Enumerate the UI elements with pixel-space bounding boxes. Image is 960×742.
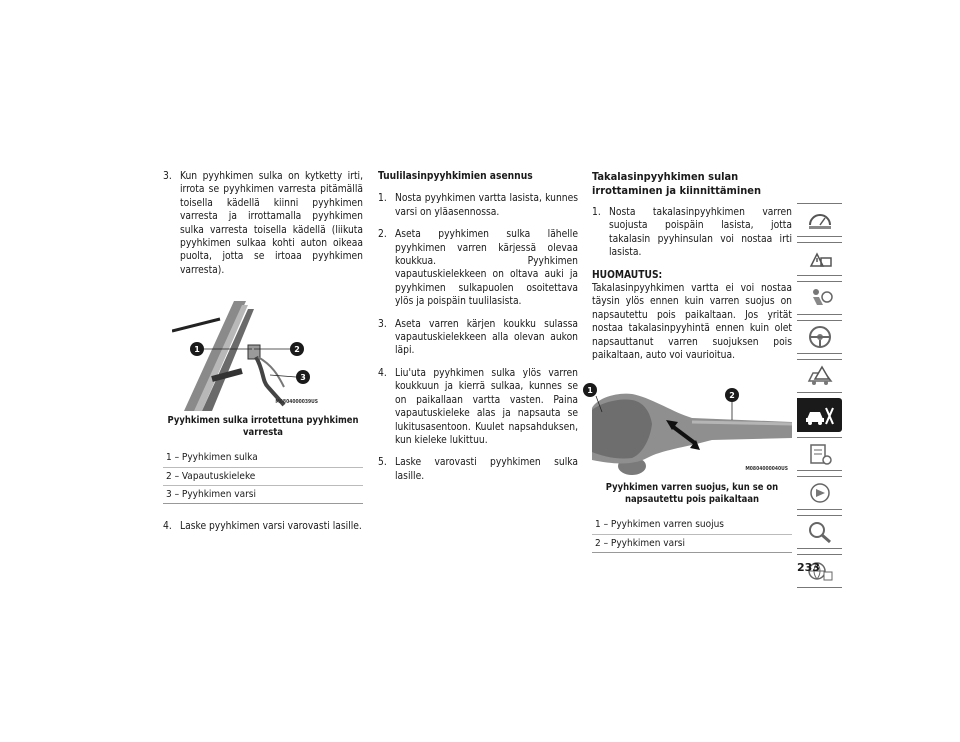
step-3 <box>163 170 363 277</box>
rear-wiper-figure <box>587 378 792 478</box>
column-right <box>587 170 792 569</box>
step-1 <box>378 192 578 219</box>
step-4 <box>378 367 578 447</box>
callout-1: 1 <box>583 383 597 397</box>
tab-warning-lights[interactable] <box>797 242 842 276</box>
specifications-icon <box>805 441 835 467</box>
step-5 <box>378 456 578 483</box>
step-text: Nosta takalasinpyyhkimen varren suojusta poispäin lasista, jotta takalasin pyyhinsulan voi nostaa irti lasista. <box>609 207 792 259</box>
tab-specifications[interactable] <box>797 437 842 471</box>
airbag-icon <box>805 285 835 311</box>
step-text: Laske varovasti pyyhkimen sulka lasille. <box>395 457 578 482</box>
steering-wheel-icon <box>805 324 835 350</box>
step-number: 1. <box>378 193 387 205</box>
tab-car-service[interactable] <box>797 398 842 432</box>
callout-2: 2 <box>725 388 739 402</box>
step-number: 4. <box>378 367 387 379</box>
chapter-tabs <box>797 203 842 593</box>
figure-caption: Pyyhkimen varren suojus, kun se on napsautettu pois paikaltaan <box>605 482 779 506</box>
figure-code: M0804000040US <box>745 466 788 473</box>
step-4 <box>163 520 363 533</box>
callout-1: 1 <box>190 342 204 356</box>
tab-index-search[interactable] <box>797 515 842 549</box>
section-heading: Tuulilasinpyyhkimien asennus <box>378 171 533 182</box>
legend-item: 2 – Vapautuskieleke <box>163 467 363 485</box>
step-3 <box>378 318 578 358</box>
search-icon <box>805 519 835 545</box>
legend-item: 2 – Pyyhkimen varsi <box>592 534 792 552</box>
wiper-blade-figure <box>172 301 322 411</box>
step-text: Kun pyyhkimen sulka on kytketty irti, irrota se pyyhkimen varresta pitämällä toisella kädellä kiinni pyyhkimen varresta ja irrottamalla pyyhkimen sulka varresta toisella kädellä (liikuta pyyhkimen sulkaa kohti auton oikeaa puolta, jotta se irtoaa pyyhkimen varresta). <box>180 171 363 276</box>
emergency-icon <box>805 363 835 389</box>
step-1 <box>592 206 792 260</box>
step-text: Liu'uta pyyhkimen sulka ylös varren koukkuun ja kierrä sulkaa, kunnes se on paikallaan vartta vasten. Paina vapautuskieleke alas ja napsauta se lukitusasentoon. Kuulet napsahduksen, kun kieleke lukittuu. <box>395 367 578 446</box>
step-text: Nosta pyyhkimen vartta lasista, kunnes varsi on yläasennossa. <box>395 193 578 218</box>
tab-dashboard[interactable] <box>797 203 842 237</box>
figure-caption: Pyyhkimen sulka irrotettuna pyyhkimen varresta <box>167 415 359 439</box>
warning-lights-icon <box>805 246 835 272</box>
step-number: 1. <box>592 207 601 218</box>
figure-code: M0804000039US <box>275 398 318 405</box>
step-text: Aseta pyyhkimen sulka lähelle pyyhkimen varren kärjessä olevaa koukkua. Pyyhkimen vapautuskielekkeen on oltava auki ja pyyhkimen sulkapuolen osoitettava ylös ja poispäin tuulilasista. <box>395 229 578 308</box>
step-number: 3. <box>163 171 172 182</box>
tab-airbag[interactable] <box>797 281 842 315</box>
step-number: 3. <box>378 318 387 330</box>
note-body: Takalasinpyyhkimen vartta ei voi nostaa täysin ylös ennen kuin varren suojus on napsautettu pois paikaltaan. Jos yrität nostaa takalasinpyyhintä ennen kuin olet napsauttanut varren suojuksen pois paikaltaan, auto voi vaurioitua. <box>592 283 792 362</box>
legend-item: 1 – Pyyhkimen varren suojus <box>595 519 724 531</box>
wiper-blade-illustration <box>172 301 322 411</box>
step-number: 2. <box>378 229 387 241</box>
dashboard-icon <box>805 207 835 233</box>
tab-steering-wheel[interactable] <box>797 320 842 354</box>
step-text: Laske pyyhkimen varsi varovasti lasille. <box>180 521 362 533</box>
step-2 <box>378 228 578 308</box>
callout-2: 2 <box>290 342 304 356</box>
page-number: 233 <box>797 561 820 574</box>
legend-item: 3 – Pyyhkimen varsi <box>163 485 363 503</box>
callout-3: 3 <box>296 370 310 384</box>
section-heading: Takalasinpyyhkimen sulan irrottaminen ja kiinnittäminen <box>592 170 762 197</box>
car-service-icon <box>805 402 835 428</box>
figure-legend <box>592 516 792 553</box>
column-left <box>163 170 363 543</box>
multimedia-icon <box>805 480 835 506</box>
step-number: 4. <box>163 521 172 533</box>
tab-emergency[interactable] <box>797 359 842 393</box>
column-middle <box>378 170 578 492</box>
legend-item: 1 – Pyyhkimen sulka <box>166 452 258 464</box>
step-text: Aseta varren kärjen koukku sulassa vapautuskielekkeen alla olevan aukon läpi. <box>395 318 578 357</box>
note-title: HUOMAUTUS: <box>592 269 663 281</box>
figure-legend <box>163 449 363 504</box>
step-number: 5. <box>378 457 387 469</box>
tab-multimedia[interactable] <box>797 476 842 510</box>
